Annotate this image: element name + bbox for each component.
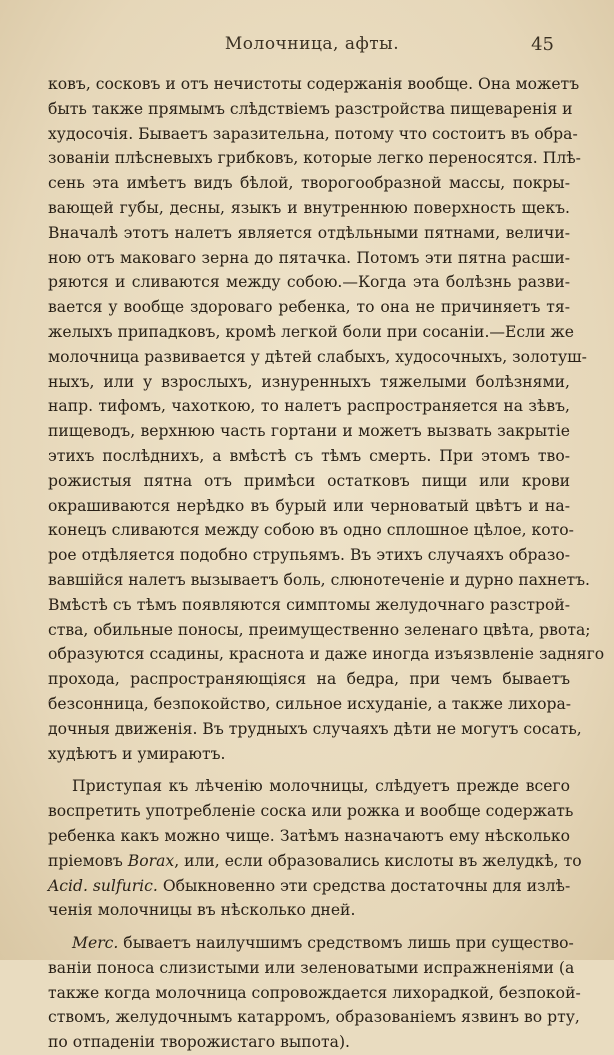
- text-line: ряются и сливаются между собою.—Когда эта болѣзнь разви-: [48, 273, 570, 292]
- text-line: этихъ послѣднихъ, а вмѣстѣ съ тѣмъ смерть. При этомъ тво-: [48, 446, 570, 465]
- text-line: ченія молочницы въ нѣсколько дней.: [48, 901, 356, 920]
- page-number: 45: [531, 34, 554, 55]
- text-line: ною отъ маковаго зерна до пятачка. Потомъ эти пятна расши-: [48, 248, 570, 267]
- text-line: ства, обильные поносы, преимущественно зеленаго цвѣта, рвота;: [48, 620, 591, 639]
- text-line: худосочія. Бываетъ заразительна, потому что состоитъ въ обра-: [48, 124, 578, 143]
- text-line: молочница развивается у дѣтей слабыхъ, худосочныхъ, золотуш-: [48, 347, 587, 366]
- text-line: дочныя движенія. Въ трудныхъ случаяхъ дѣти не могутъ сосать,: [48, 719, 582, 738]
- text-line: окрашиваются нерѣдко въ бурый или черноватый цвѣтъ и на-: [48, 496, 570, 515]
- text-line: напр. тифомъ, чахоткою, то налетъ распространяется на зѣвъ,: [48, 397, 570, 416]
- text-line: конецъ сливаются между собою въ одно сплошное цѣлое, кото-: [48, 521, 574, 540]
- text-line: рое отдѣляется подобно струпьямъ. Въ этихъ случаяхъ образо-: [48, 546, 570, 565]
- running-title: Молочница, афты.: [224, 34, 400, 54]
- text-line: безсонница, безпокойство, сильное исхуданіе, а также лихора-: [48, 694, 572, 713]
- text-line: Приступая къ лѣченію молочницы, слѣдуетъ прежде всего: [72, 777, 570, 796]
- text-line: также когда молочница сопровождается лихорадкой, безпокой-: [48, 983, 581, 1002]
- text-line: худѣютъ и умираютъ.: [48, 744, 226, 763]
- paragraph-2: [48, 774, 582, 923]
- text-line: пищеводъ, верхнюю часть гортани и можетъ вызвать закрытіе: [48, 422, 570, 441]
- text-line: желыхъ припадковъ, кромѣ легкой боли при сосаніи.—Если же: [48, 322, 574, 341]
- text-line: вавшійся налетъ вызываетъ боль, слюнотеченіе и дурно пахнетъ.: [48, 570, 591, 589]
- page-header: [70, 34, 554, 60]
- text-line: ковъ, сосковъ и отъ нечистоты содержанія вообще. Она можетъ: [48, 75, 580, 93]
- text-line: Вмѣстѣ съ тѣмъ появляются симптомы желудочнаго разстрой-: [48, 595, 570, 614]
- paragraph-1: [48, 72, 605, 766]
- text-line: вающей губы, десны, языкъ и внутреннюю поверхность щекъ.: [48, 198, 570, 217]
- text-line: Acid. sulfuric. Обыкновенно эти средства достаточны для излѣ-: [48, 876, 571, 895]
- text-line: ваніи поноса слизистыми или зеленоватыми испражненіями (а: [48, 958, 575, 977]
- text-line: зованіи плѣсневыхъ грибковъ, которые легко переносятся. Плѣ-: [48, 149, 581, 168]
- text-line: сень эта имѣетъ видъ бѣлой, творогообразной массы, покры-: [48, 174, 570, 193]
- text-line: вается у вообще здороваго ребенка, то она не причиняетъ тя-: [48, 298, 570, 317]
- text-line: быть также прямымъ слѣдствіемъ разстройства пищеваренія и: [48, 99, 573, 118]
- text-line: ребенка какъ можно чище. Затѣмъ назначаютъ ему нѣсколько: [48, 826, 570, 845]
- paragraph-3: [48, 931, 581, 1055]
- text-line: рожистыя пятна отъ примѣси остатковъ пищи или крови: [48, 471, 570, 490]
- body-text: [48, 72, 605, 1055]
- text-line: ныхъ, или у взрослыхъ, изнуренныхъ тяжелыми болѣзнями,: [48, 372, 570, 391]
- text-line: образуются ссадины, краснота и даже иногда изъязвленіе задняго: [48, 645, 605, 664]
- text-line: пріемовъ Borax, или, если образовались кислоты въ желудкѣ, то: [48, 851, 582, 870]
- text-line: по отпаденіи творожистаго выпота).: [48, 1033, 351, 1052]
- text-line: Вначалѣ этотъ налетъ является отдѣльными пятнами, величи-: [48, 223, 570, 242]
- text-line: Merc. бываетъ наилучшимъ средствомъ лишь при существо-: [72, 934, 574, 953]
- text-line: прохода, распространяющіяся на бедра, при чемъ бываетъ: [48, 670, 570, 689]
- text-line: ствомъ, желудочнымъ катарромъ, образованіемъ язвинъ во рту,: [48, 1008, 580, 1027]
- text-line: воспретить употребленіе соска или рожка и вообще содержать: [48, 802, 574, 821]
